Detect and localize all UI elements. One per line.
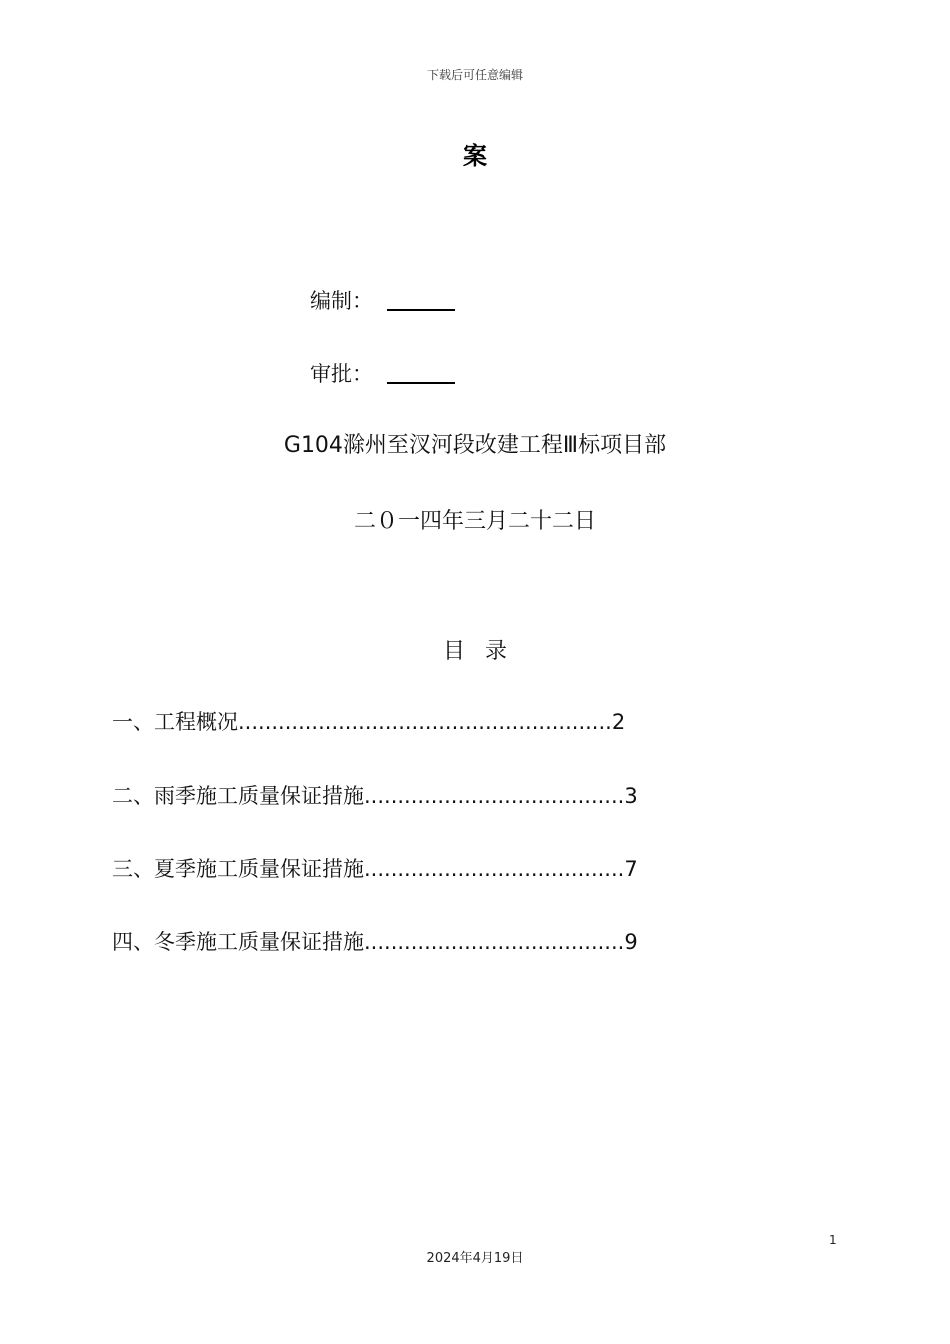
toc-item[interactable] xyxy=(112,706,625,736)
organization-name: G104滁州至汊河段改建工程Ⅲ标项目部 xyxy=(283,433,667,458)
toc-item-label: 三、夏季施工质量保证措施 xyxy=(112,857,364,881)
compile-label: 编制： xyxy=(310,289,373,313)
approve-label: 审批： xyxy=(310,362,373,386)
approve-signature-line xyxy=(387,382,455,384)
document-date: 二０一四年三月二十二日 xyxy=(353,509,596,534)
compile-signature-line xyxy=(387,309,455,311)
toc-item-page: 2 xyxy=(611,710,626,734)
approve-signature-row xyxy=(310,358,455,388)
footer-date: 2024年4月19日 xyxy=(426,1251,524,1266)
document-title-fragment: 案 xyxy=(463,142,487,170)
toc-item-page: 3 xyxy=(624,784,638,808)
toc-title: 目录 xyxy=(442,639,527,664)
toc-item-label: 二、雨季施工质量保证措施 xyxy=(112,784,364,808)
toc-item[interactable] xyxy=(112,780,638,810)
toc-item-leader: ....................................... xyxy=(364,930,625,954)
header-note: 下载后可任意编辑 xyxy=(426,68,523,82)
toc-item-label: 四、冬季施工质量保证措施 xyxy=(112,930,364,954)
toc-item[interactable] xyxy=(112,853,638,883)
toc-item[interactable] xyxy=(112,926,638,956)
compile-signature-row xyxy=(310,285,455,315)
toc-item-leader: ....................................... xyxy=(364,857,625,881)
page-number: 1 xyxy=(829,1233,837,1247)
toc-item-page: 7 xyxy=(624,857,638,881)
toc-item-leader: ....................................... xyxy=(364,784,625,808)
toc-item-leader: ........................................................ xyxy=(238,710,612,734)
toc-item-page: 9 xyxy=(624,930,638,954)
toc-item-label: 一、工程概况 xyxy=(112,710,238,734)
